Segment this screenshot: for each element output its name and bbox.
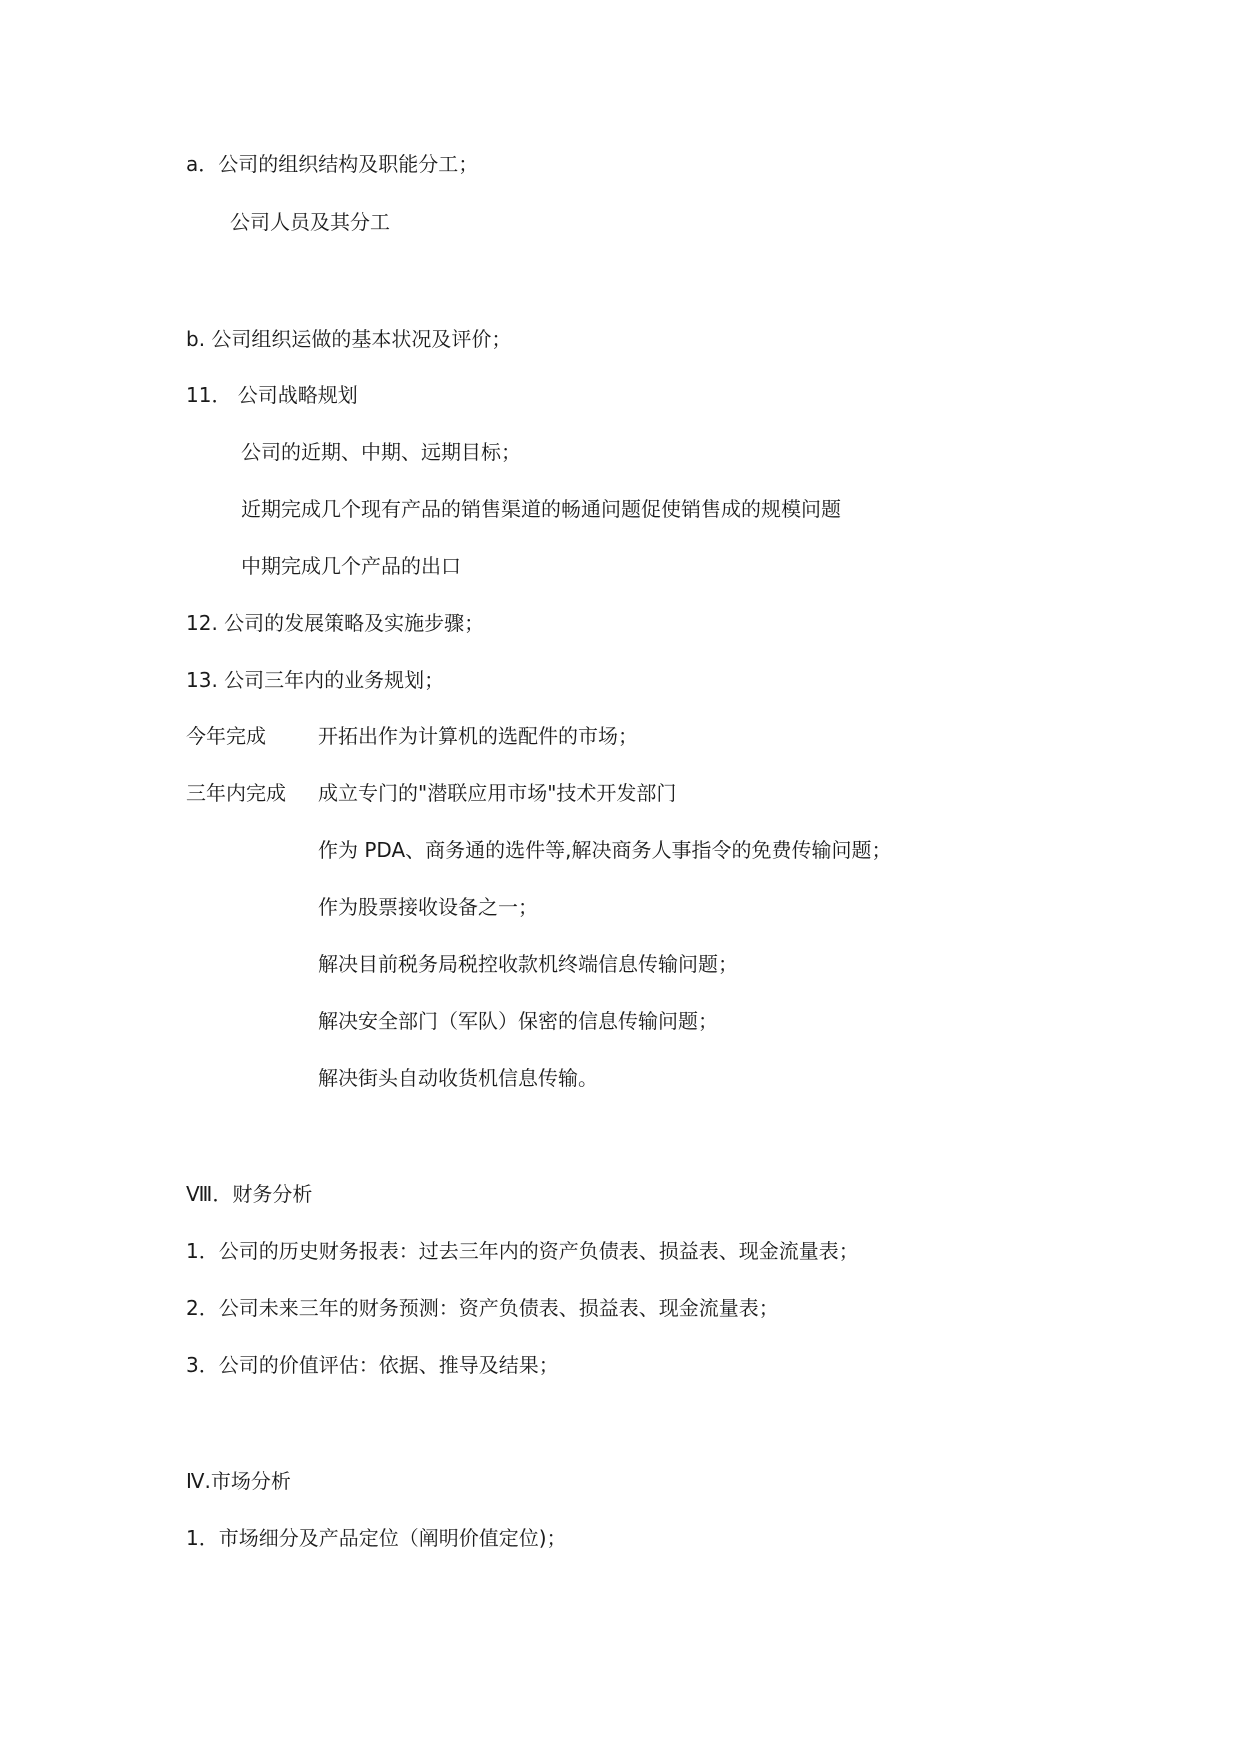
three-year-item: 作为股票接收设备之一； <box>318 895 538 919</box>
three-year-label: 三年内完成 <box>186 781 286 805</box>
near-term-text: 近期完成几个现有产品的销售渠道的畅通问题促使销售成的规模问题 <box>241 497 841 521</box>
finance-item: 1．公司的历史财务报表：过去三年内的资产负债表、损益表、现金流量表； <box>186 1239 859 1263</box>
this-year-label: 今年完成 <box>186 724 266 748</box>
three-year-plan-item: 13. 公司三年内的业务规划； <box>186 668 445 692</box>
market-item: 1．市场细分及产品定位（阐明价值定位)； <box>186 1526 567 1550</box>
three-year-item: 解决街头自动收货机信息传输。 <box>318 1066 598 1090</box>
three-year-item: 解决安全部门（军队）保密的信息传输问题； <box>318 1009 718 1033</box>
three-year-item: 解决目前税务局税控收款机终端信息传输问题； <box>318 952 738 976</box>
this-year-row <box>186 722 638 750</box>
finance-item: 2．公司未来三年的财务预测：资产负债表、损益表、现金流量表； <box>186 1296 779 1320</box>
org-operation-item: b. 公司组织运做的基本状况及评价； <box>186 327 512 351</box>
goals-text: 公司的近期、中期、远期目标； <box>241 440 521 464</box>
development-strategy-item: 12. 公司的发展策略及实施步骤； <box>186 611 485 635</box>
mid-term-text: 中期完成几个产品的出口 <box>241 554 461 578</box>
this-year-text: 开拓出作为计算机的选配件的市场； <box>318 724 638 748</box>
strategy-heading: 11． 公司战略规划 <box>186 383 358 407</box>
three-year-item: 作为 PDA、商务通的选件等,解决商务人事指令的免费传输问题； <box>318 838 892 862</box>
finance-item: 3．公司的价值评估：依据、推导及结果； <box>186 1353 559 1377</box>
market-heading: Ⅳ.市场分析 <box>186 1469 291 1493</box>
three-year-item: 成立专门的"潜联应用市场"技术开发部门 <box>318 781 677 805</box>
org-structure-item: a．公司的组织结构及职能分工； <box>186 152 479 176</box>
finance-heading: Ⅷ．财务分析 <box>186 1182 313 1206</box>
three-year-row <box>186 779 676 807</box>
staff-division-text: 公司人员及其分工 <box>230 210 390 234</box>
